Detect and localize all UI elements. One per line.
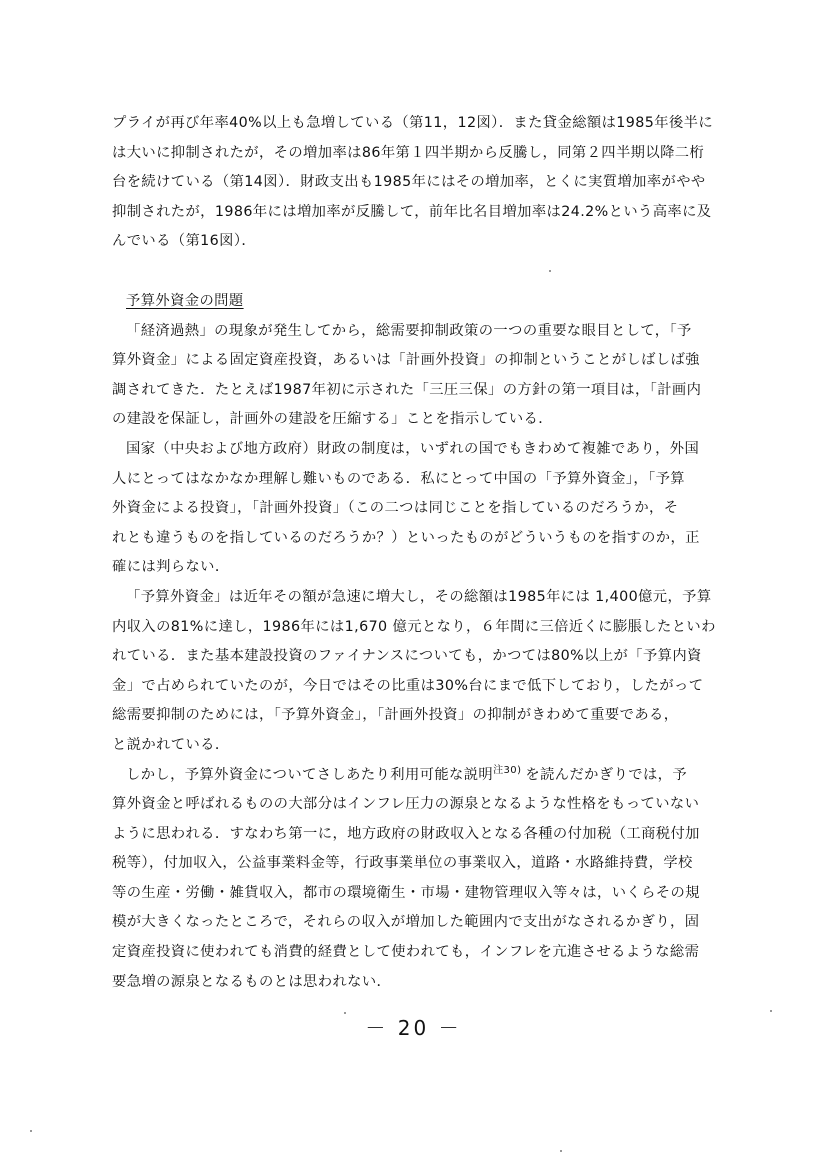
scan-speck — [560, 1150, 562, 1152]
text-line: 金」で占められていたのが，今日ではその比重は30%台にまで低下しており，したがって — [112, 677, 704, 694]
text-line: れとも違うものを指しているのだろうか？）といったものがどういうものを指すのか，正 — [112, 529, 700, 546]
text-line: は大いに抑制されたが，その増加率は86年第１四半期から反騰し，同第２四半期以降二桁 — [112, 144, 705, 161]
section-heading-text: 予算外資金の問題 — [126, 293, 244, 309]
text-line: 国家（中央および地方政府）財政の制度は，いずれの国でもきわめて複雑であり，外国 — [126, 440, 700, 457]
footnote-reference: 注30) — [493, 764, 522, 776]
text-line: 「予算外資金」は近年その額が急速に増大し，その総額は1985年には 1,400億元，予算 — [126, 588, 712, 605]
text-line: 人にとってはなかなか理解し難いものである．私にとって中国の「予算外資金」，「予算 — [112, 470, 685, 487]
text-line: 総需要抑制のためには，「予算外資金」，「計画外投資」の抑制がきわめて重要である， — [112, 707, 679, 724]
paragraph-continuation — [112, 109, 712, 257]
text-line: 内収入の81%に達し，1986年には1,670 億元となり，６年間に三倍近くに膨脹したといわ — [112, 618, 716, 635]
text-line: ように思われる．すなわち第一に，地方政府の財政収入となる各種の付加税（工商税付加 — [112, 825, 700, 842]
text-line: プライが再び年率40%以上も急増している（第11，12図）．また貸金総額は1985年後半に — [112, 115, 714, 131]
text-line: 要急増の源泉となるものとは思われない． — [112, 973, 392, 990]
text-line: 調されてきた．たとえば1987年初に示された「三圧三保」の方針の第一項目は，「計画内 — [112, 381, 702, 398]
text-line: 抑制されたが，1986年には増加率が反騰して，前年比名目増加率は24.2%という高率に及 — [112, 203, 712, 220]
text-line: んでいる（第16図）． — [112, 233, 257, 250]
text-line: 算外資金」による固定資産投資，あるいは「計画外投資」の抑制ということがしばしば強 — [112, 352, 700, 369]
text-line: の建設を保証し，計画外の建設を圧縮する」ことを指示している． — [112, 411, 553, 428]
text-line-with-note — [112, 761, 712, 791]
scan-speck — [770, 1010, 772, 1012]
section-heading — [112, 287, 712, 317]
text-line: 税等），付加収入，公益事業料金等，行政事業単位の事業収入，道路・水路維持費，学校 — [112, 855, 693, 872]
text-line: 台を続けている（第14図）．財政支出も1985年にはその増加率，とくに実質増加率がやや — [112, 174, 706, 191]
text-line: 外資金による投資」，「計画外投資」（この二つは同じことを指しているのだろうか，そ — [112, 500, 679, 517]
text-line: 算外資金と呼ばれるものの大部分はインフレ圧力の源泉となるような性格をもっていない — [112, 796, 700, 813]
text-line: と説かれている． — [112, 736, 230, 753]
text-line: れている．また基本建設投資のファイナンスについても，かつては80%以上が「予算内資 — [112, 648, 702, 665]
text-segment: を読んだかぎりでは，予 — [525, 766, 688, 783]
scan-speck — [344, 1012, 346, 1014]
text-line: 「経済過熱」の現象が発生してから，総需要抑制政策の一つの重要な眼目として，「予 — [126, 322, 692, 339]
page-number: － 20 － — [365, 1016, 462, 1040]
text-line: 等の生産・労働・雑貨収入，都市の環境衛生・市場・建物管理収入等々は，いくらその規 — [112, 884, 700, 901]
text-line: 確には判らない． — [112, 559, 230, 576]
text-line: 定資産投資に使われても消費的経費として使われても，インフレを亢進させるような総需 — [112, 944, 700, 961]
scan-speck — [30, 1130, 32, 1132]
text-line: 模が大きくなったところで，それらの収入が増加した範囲内で支出がなされるかぎり，固 — [112, 914, 700, 931]
section-body — [112, 287, 716, 997]
scan-speck — [549, 270, 551, 272]
text-segment: しかし，予算外資金についてさしあたり利用可能な説明 — [126, 766, 494, 783]
